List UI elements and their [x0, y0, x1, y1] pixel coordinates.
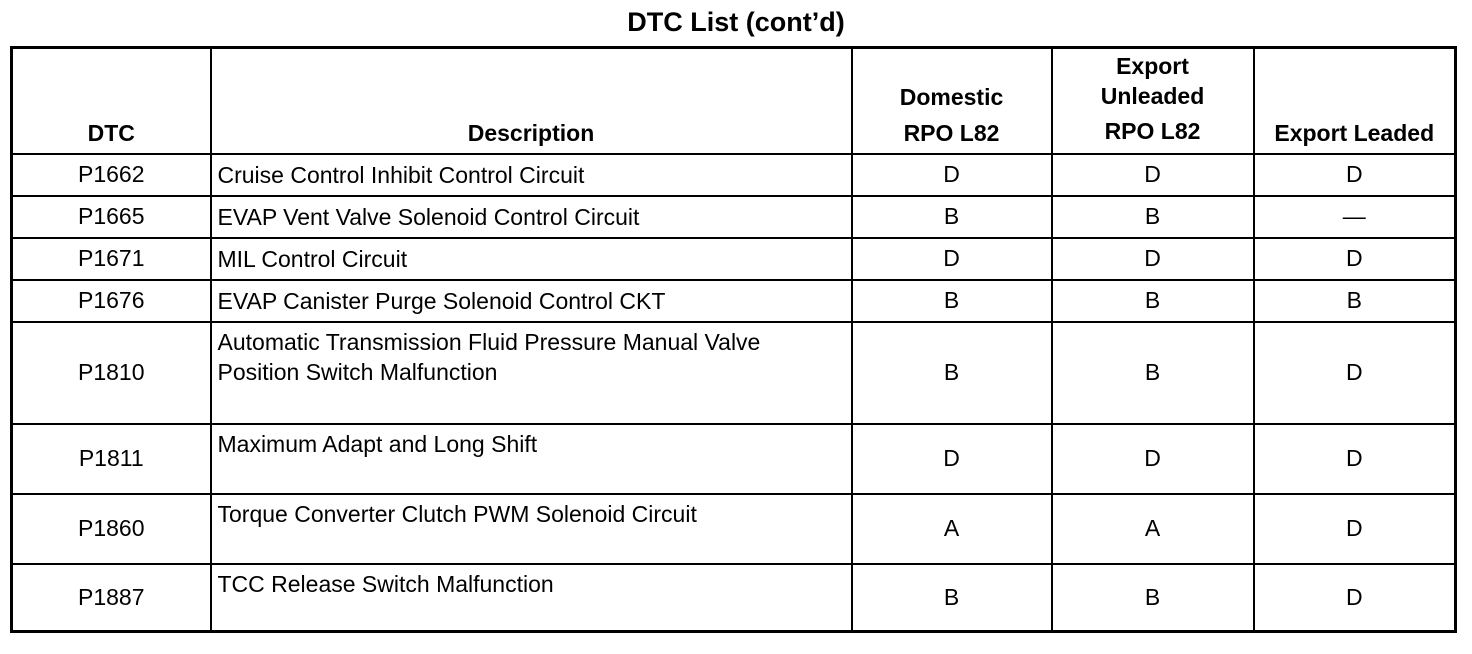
domestic-value: B	[852, 564, 1052, 632]
dtc-code: P1676	[12, 280, 211, 322]
column-header-export-leaded: Export Leaded	[1254, 48, 1456, 154]
table-row	[12, 564, 1456, 632]
dtc-description: Cruise Control Inhibit Control Circuit	[211, 154, 852, 196]
export-unleaded-value: B	[1052, 280, 1254, 322]
table-row	[12, 280, 1456, 322]
column-header-export-unleaded-line3: RPO L82	[1104, 117, 1201, 144]
export-leaded-value: D	[1254, 564, 1456, 632]
table-row	[12, 494, 1456, 564]
dtc-description-line1: Automatic Transmission Fluid Pressure Manual Valve	[217, 328, 761, 355]
export-unleaded-value: A	[1052, 494, 1254, 564]
export-leaded-value: D	[1254, 424, 1456, 494]
export-leaded-value: D	[1254, 494, 1456, 564]
export-unleaded-value: B	[1052, 196, 1254, 238]
page-title: DTC List (cont’d)	[627, 7, 845, 37]
table-row	[12, 196, 1456, 238]
column-header-export-unleaded-line1: Export	[1116, 52, 1189, 79]
table-row	[12, 238, 1456, 280]
dtc-description: Maximum Adapt and Long Shift	[211, 424, 852, 494]
column-header-export-unleaded	[1052, 48, 1254, 154]
dtc-description	[211, 322, 852, 424]
table-header-row	[12, 48, 1456, 154]
column-header-export-unleaded-line2: Unleaded	[1100, 82, 1205, 109]
dtc-code: P1860	[12, 494, 211, 564]
domestic-value: D	[852, 154, 1052, 196]
dtc-description: EVAP Vent Valve Solenoid Control Circuit	[211, 196, 852, 238]
dtc-code: P1887	[12, 564, 211, 632]
dtc-code: P1662	[12, 154, 211, 196]
column-header-dtc: DTC	[12, 48, 211, 154]
column-header-domestic-line2: RPO L82	[903, 119, 1000, 146]
dtc-description: TCC Release Switch Malfunction	[211, 564, 852, 632]
dtc-code: P1810	[12, 322, 211, 424]
domestic-value: D	[852, 424, 1052, 494]
dtc-description: MIL Control Circuit	[211, 238, 852, 280]
column-header-domestic-line1: Domestic	[899, 83, 1004, 110]
export-unleaded-value: D	[1052, 424, 1254, 494]
export-leaded-value: —	[1254, 196, 1456, 238]
export-leaded-value: D	[1254, 238, 1456, 280]
column-header-description: Description	[211, 48, 852, 154]
domestic-value: A	[852, 494, 1052, 564]
dtc-code: P1665	[12, 196, 211, 238]
dtc-code: P1811	[12, 424, 211, 494]
export-leaded-value: D	[1254, 154, 1456, 196]
export-leaded-value: D	[1254, 322, 1456, 424]
domestic-value: B	[852, 322, 1052, 424]
export-unleaded-value: B	[1052, 564, 1254, 632]
column-header-domestic	[852, 48, 1052, 154]
table-row	[12, 322, 1456, 424]
domestic-value: B	[852, 196, 1052, 238]
dtc-table	[10, 46, 1457, 633]
table-row	[12, 154, 1456, 196]
dtc-description-line2: Position Switch Malfunction	[217, 358, 498, 385]
domestic-value: D	[852, 238, 1052, 280]
export-unleaded-value: B	[1052, 322, 1254, 424]
export-unleaded-value: D	[1052, 154, 1254, 196]
table-row	[12, 424, 1456, 494]
dtc-description: Torque Converter Clutch PWM Solenoid Circuit	[211, 494, 852, 564]
domestic-value: B	[852, 280, 1052, 322]
export-leaded-value: B	[1254, 280, 1456, 322]
export-unleaded-value: D	[1052, 238, 1254, 280]
dtc-code: P1671	[12, 238, 211, 280]
dtc-description: EVAP Canister Purge Solenoid Control CKT	[211, 280, 852, 322]
